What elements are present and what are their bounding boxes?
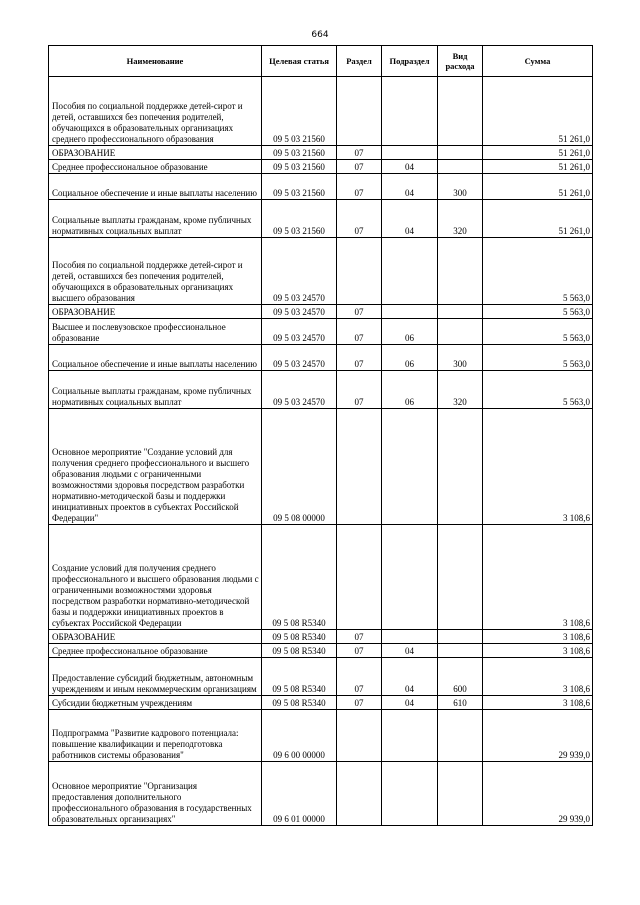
row-subsection-cell: 04 <box>382 174 438 200</box>
header-sum: Сумма <box>483 46 593 77</box>
header-name: Наименование <box>49 46 262 77</box>
row-section-cell: 07 <box>337 319 382 345</box>
row-subsection-cell <box>382 630 438 644</box>
header-target: Целевая статья <box>262 46 337 77</box>
row-expense-type-cell <box>438 238 483 305</box>
row-name-cell: Социальные выплаты гражданам, кроме публичных нормативных социальных выплат <box>49 371 262 409</box>
row-section-cell: 07 <box>337 160 382 174</box>
row-target-cell: 09 5 03 24570 <box>262 319 337 345</box>
row-subsection-cell <box>382 305 438 319</box>
row-section-cell: 07 <box>337 371 382 409</box>
header-section: Раздел <box>337 46 382 77</box>
header-subsection: Подраздел <box>382 46 438 77</box>
row-section-cell <box>337 77 382 146</box>
row-section-cell: 07 <box>337 658 382 696</box>
row-target-cell: 09 5 03 21560 <box>262 200 337 238</box>
table-row <box>49 696 593 710</box>
row-sum-cell: 5 563,0 <box>483 345 593 371</box>
row-subsection-cell: 06 <box>382 319 438 345</box>
row-sum-cell: 3 108,6 <box>483 644 593 658</box>
row-target-cell: 09 5 03 24570 <box>262 345 337 371</box>
row-name-cell: ОБРАЗОВАНИЕ <box>49 305 262 319</box>
row-sum-cell: 51 261,0 <box>483 200 593 238</box>
row-name-cell: Среднее профессиональное образование <box>49 644 262 658</box>
row-sum-cell: 3 108,6 <box>483 658 593 696</box>
table-row <box>49 174 593 200</box>
row-section-cell: 07 <box>337 305 382 319</box>
table-row <box>49 630 593 644</box>
row-sum-cell: 3 108,6 <box>483 630 593 644</box>
row-sum-cell: 51 261,0 <box>483 174 593 200</box>
row-expense-type-cell: 300 <box>438 345 483 371</box>
row-section-cell: 07 <box>337 146 382 160</box>
table-row <box>49 345 593 371</box>
table-row <box>49 160 593 174</box>
row-subsection-cell: 04 <box>382 696 438 710</box>
row-section-cell: 07 <box>337 345 382 371</box>
row-name-cell: Среднее профессиональное образование <box>49 160 262 174</box>
table-row <box>49 525 593 630</box>
row-expense-type-cell <box>438 644 483 658</box>
table-row <box>49 200 593 238</box>
row-name-cell: Подпрограмма "Развитие кадрового потенциала: повышение квалификации и переподготовка работников системы образования" <box>49 710 262 762</box>
row-expense-type-cell <box>438 710 483 762</box>
row-subsection-cell <box>382 146 438 160</box>
row-target-cell: 09 6 00 00000 <box>262 710 337 762</box>
row-section-cell <box>337 238 382 305</box>
row-expense-type-cell <box>438 525 483 630</box>
row-sum-cell: 5 563,0 <box>483 319 593 345</box>
row-section-cell <box>337 525 382 630</box>
table-header-row <box>49 46 593 77</box>
table-row <box>49 409 593 525</box>
row-target-cell: 09 5 03 21560 <box>262 174 337 200</box>
row-name-cell: Высшее и послевузовское профессиональное образование <box>49 319 262 345</box>
row-expense-type-cell <box>438 762 483 826</box>
row-name-cell: ОБРАЗОВАНИЕ <box>49 146 262 160</box>
row-sum-cell: 51 261,0 <box>483 160 593 174</box>
table-row <box>49 305 593 319</box>
row-target-cell: 09 5 03 21560 <box>262 77 337 146</box>
row-sum-cell: 29 939,0 <box>483 710 593 762</box>
row-subsection-cell <box>382 525 438 630</box>
row-expense-type-cell: 610 <box>438 696 483 710</box>
row-name-cell: Субсидии бюджетным учреждениям <box>49 696 262 710</box>
row-subsection-cell: 04 <box>382 658 438 696</box>
row-subsection-cell: 04 <box>382 160 438 174</box>
row-target-cell: 09 5 08 R5340 <box>262 644 337 658</box>
row-section-cell <box>337 762 382 826</box>
row-expense-type-cell <box>438 305 483 319</box>
row-sum-cell: 3 108,6 <box>483 409 593 525</box>
row-expense-type-cell <box>438 409 483 525</box>
row-expense-type-cell <box>438 630 483 644</box>
table-row <box>49 371 593 409</box>
row-section-cell: 07 <box>337 174 382 200</box>
page-number: 664 <box>311 30 329 40</box>
row-target-cell: 09 5 03 21560 <box>262 146 337 160</box>
row-name-cell: Социальное обеспечение и иные выплаты населению <box>49 174 262 200</box>
row-sum-cell: 5 563,0 <box>483 238 593 305</box>
row-expense-type-cell <box>438 146 483 160</box>
row-section-cell: 07 <box>337 200 382 238</box>
row-subsection-cell <box>382 762 438 826</box>
row-name-cell: Пособия по социальной поддержке детей-сирот и детей, оставшихся без попечения родителей, обучающихся в образовательных организациях среднего профессионального образования <box>49 77 262 146</box>
table-row <box>49 762 593 826</box>
row-expense-type-cell <box>438 160 483 174</box>
row-subsection-cell: 06 <box>382 345 438 371</box>
row-subsection-cell <box>382 77 438 146</box>
row-name-cell: Создание условий для получения среднего профессионального и высшего образования людьми с ограниченными возможностями здоровья посредством разработки нормативно-методической базы и поддержки инициативных проектов в субъектах Российской Федерации <box>49 525 262 630</box>
row-target-cell: 09 5 03 21560 <box>262 160 337 174</box>
row-target-cell: 09 5 08 R5340 <box>262 630 337 644</box>
budget-table <box>48 45 593 826</box>
row-name-cell: Основное мероприятие "Организация предоставления дополнительного профессионального образования в государственных образовательных организациях" <box>49 762 262 826</box>
header-expense-type: Вид расхода <box>438 46 483 77</box>
row-target-cell: 09 5 08 00000 <box>262 409 337 525</box>
row-name-cell: Социальное обеспечение и иные выплаты населению <box>49 345 262 371</box>
row-target-cell: 09 5 08 R5340 <box>262 658 337 696</box>
row-sum-cell: 51 261,0 <box>483 146 593 160</box>
row-target-cell: 09 5 03 24570 <box>262 305 337 319</box>
row-section-cell: 07 <box>337 630 382 644</box>
row-target-cell: 09 5 03 24570 <box>262 238 337 305</box>
row-target-cell: 09 5 08 R5340 <box>262 525 337 630</box>
row-expense-type-cell: 320 <box>438 371 483 409</box>
table-row <box>49 644 593 658</box>
row-section-cell <box>337 710 382 762</box>
row-subsection-cell <box>382 409 438 525</box>
row-section-cell <box>337 409 382 525</box>
table-row <box>49 710 593 762</box>
row-subsection-cell: 06 <box>382 371 438 409</box>
row-expense-type-cell: 600 <box>438 658 483 696</box>
row-sum-cell: 3 108,6 <box>483 525 593 630</box>
row-name-cell: Основное мероприятие "Создание условий для получения среднего профессионального и высшего образования людьми с ограниченными возможностями здоровья посредством разработки нормативно-методической базы и поддержки инициативных проектов в субъектах Российской Федерации" <box>49 409 262 525</box>
table-row <box>49 658 593 696</box>
table-row <box>49 77 593 146</box>
row-expense-type-cell: 300 <box>438 174 483 200</box>
row-expense-type-cell <box>438 77 483 146</box>
row-subsection-cell: 04 <box>382 200 438 238</box>
row-sum-cell: 29 939,0 <box>483 762 593 826</box>
row-expense-type-cell: 320 <box>438 200 483 238</box>
row-subsection-cell <box>382 710 438 762</box>
row-expense-type-cell <box>438 319 483 345</box>
table-row <box>49 146 593 160</box>
row-sum-cell: 3 108,6 <box>483 696 593 710</box>
row-section-cell: 07 <box>337 644 382 658</box>
row-name-cell: ОБРАЗОВАНИЕ <box>49 630 262 644</box>
table-row <box>49 238 593 305</box>
row-sum-cell: 5 563,0 <box>483 371 593 409</box>
row-name-cell: Социальные выплаты гражданам, кроме публичных нормативных социальных выплат <box>49 200 262 238</box>
row-sum-cell: 51 261,0 <box>483 77 593 146</box>
row-subsection-cell <box>382 238 438 305</box>
row-target-cell: 09 5 08 R5340 <box>262 696 337 710</box>
row-target-cell: 09 5 03 24570 <box>262 371 337 409</box>
row-sum-cell: 5 563,0 <box>483 305 593 319</box>
row-name-cell: Предоставление субсидий бюджетным, автономным учреждениям и иным некоммерческим организациям <box>49 658 262 696</box>
row-name-cell: Пособия по социальной поддержке детей-сирот и детей, оставшихся без попечения родителей, обучающихся в образовательных организациях высшего образования <box>49 238 262 305</box>
row-subsection-cell: 04 <box>382 644 438 658</box>
table-row <box>49 319 593 345</box>
row-target-cell: 09 6 01 00000 <box>262 762 337 826</box>
row-section-cell: 07 <box>337 696 382 710</box>
